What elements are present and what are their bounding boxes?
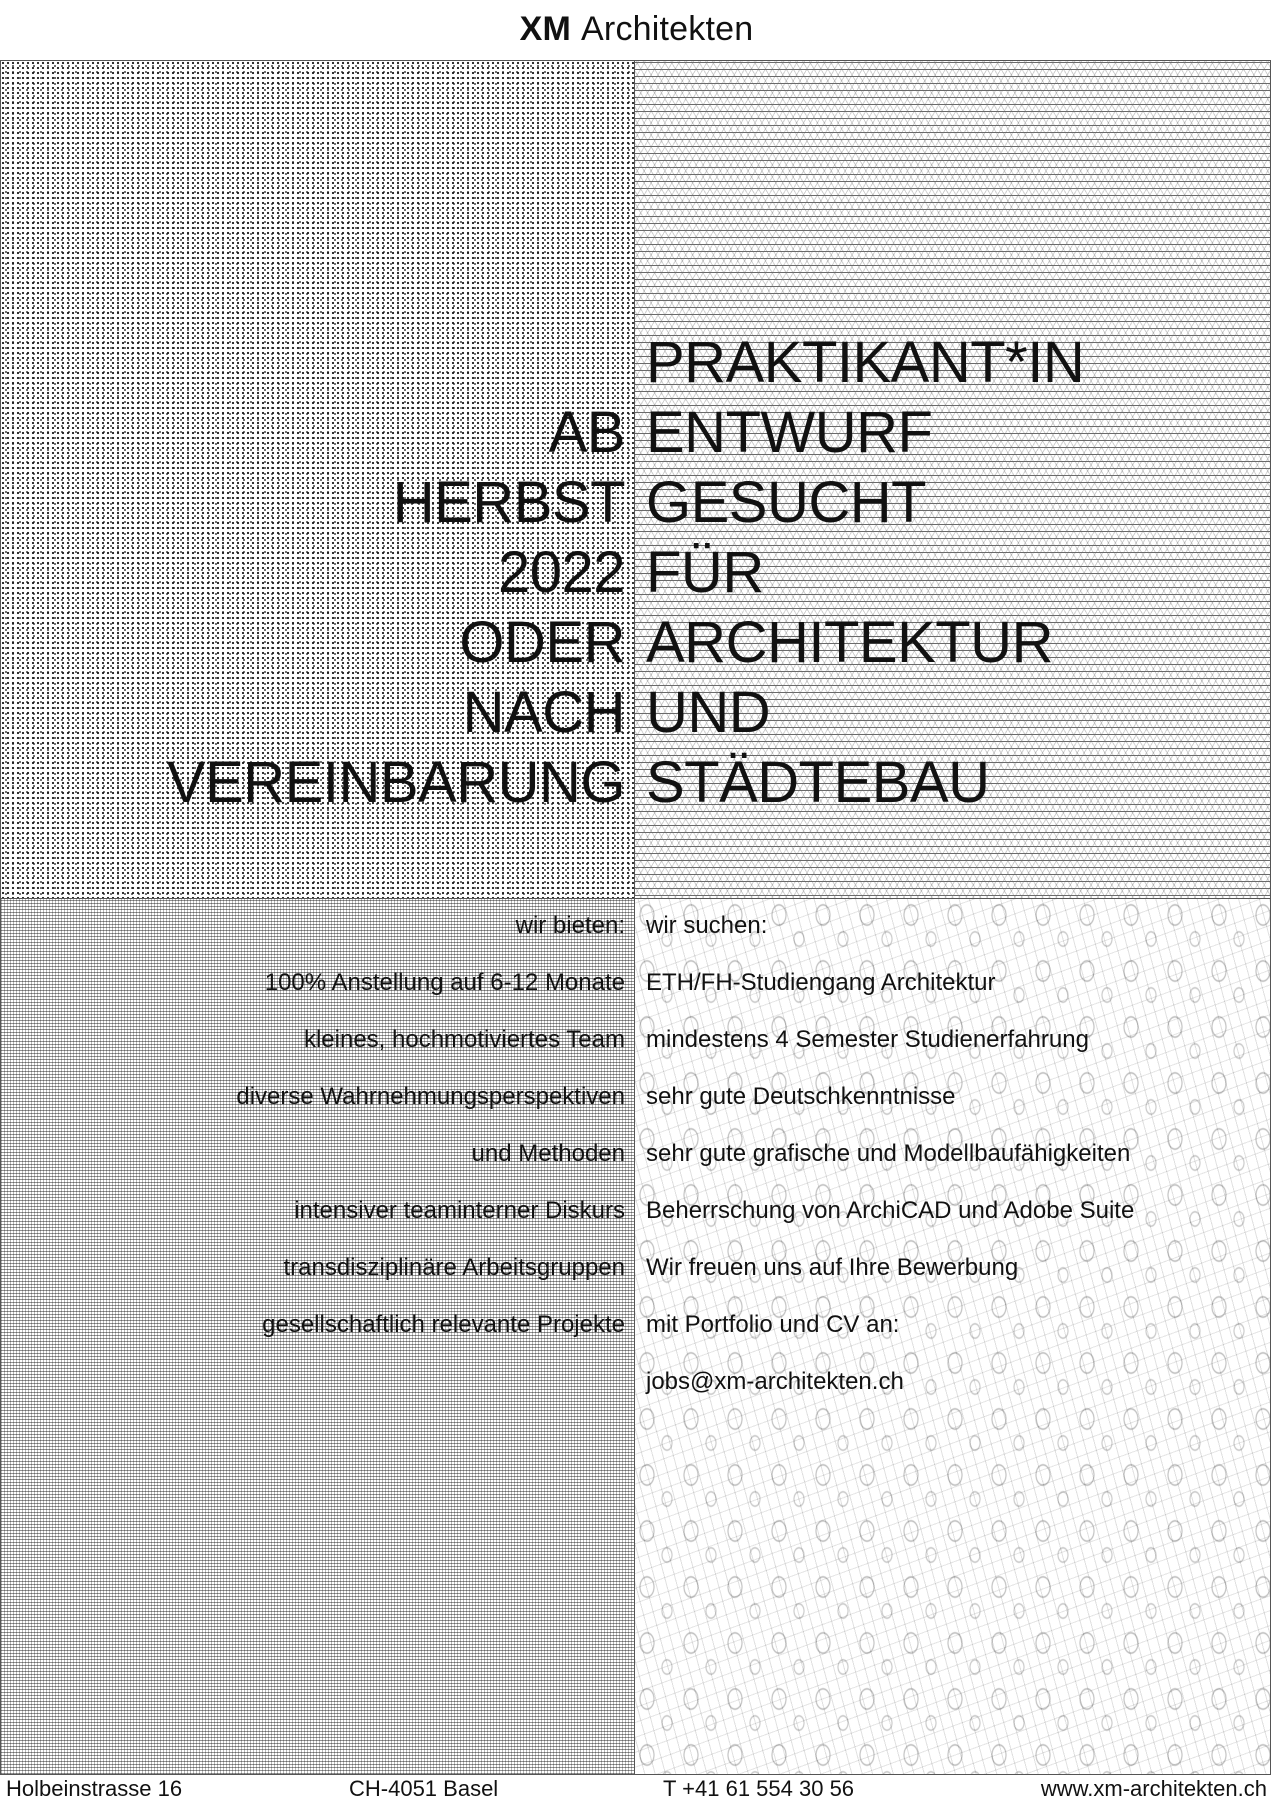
- offer-item: gesellschaftlich relevante Projekte: [262, 1311, 625, 1338]
- requirement-item: ETH/FH-Studiengang Architektur: [646, 969, 996, 996]
- heading-line: ODER: [459, 610, 625, 675]
- heading-line: FÜR: [646, 540, 764, 605]
- requirements-heading: wir suchen:: [646, 912, 768, 939]
- offer-list: [236, 897, 625, 1353]
- heading-line: UND: [646, 680, 771, 745]
- heading-line: STÄDTEBAU: [646, 750, 990, 815]
- requirement-item: sehr gute grafische und Modellbaufähigkeiten: [646, 1140, 1131, 1167]
- footer-website-link[interactable]: www.xm-architekten.ch: [1040, 1776, 1267, 1801]
- heading-start-date: [167, 398, 625, 818]
- application-note: mit Portfolio und CV an:: [646, 1311, 900, 1338]
- footer-address: Holbeinstrasse 16: [6, 1776, 183, 1801]
- requirement-item: mindestens 4 Semester Studienerfahrung: [646, 1026, 1089, 1053]
- heading-line: ARCHITEKTUR: [646, 610, 1053, 675]
- heading-job-title: [646, 328, 1084, 818]
- offer-item: diverse Wahrnehmungsperspektiven: [236, 1083, 625, 1110]
- heading-line: AB: [548, 400, 625, 465]
- heading-line: PRAKTIKANT*IN: [646, 330, 1085, 395]
- heading-line: HERBST: [392, 470, 625, 535]
- heading-line: 2022: [497, 540, 625, 605]
- heading-line: VEREINBARUNG: [166, 750, 625, 815]
- offer-item: und Methoden: [471, 1140, 625, 1167]
- heading-line: NACH: [462, 680, 625, 745]
- requirement-item: sehr gute Deutschkenntnisse: [646, 1083, 956, 1110]
- page-footer: [0, 1777, 1273, 1800]
- requirement-item: Beherrschung von ArchiCAD und Adobe Suite: [646, 1197, 1135, 1224]
- heading-line: ENTWURF: [646, 400, 933, 465]
- offer-item: 100% Anstellung auf 6-12 Monate: [264, 969, 625, 996]
- application-note: Wir freuen uns auf Ihre Bewerbung: [646, 1254, 1019, 1281]
- brand-logo-name: Architekten: [581, 9, 754, 48]
- footer-phone[interactable]: T +41 61 554 30 56: [663, 1776, 855, 1801]
- vertical-divider: [634, 60, 635, 1775]
- page-header: [0, 0, 1273, 58]
- offer-item: transdisziplinäre Arbeitsgruppen: [283, 1254, 625, 1281]
- brand-logo-bold: XM: [519, 9, 572, 48]
- offer-item: kleines, hochmotiviertes Team: [303, 1026, 625, 1053]
- offer-heading: wir bieten:: [515, 912, 625, 939]
- offer-item: intensiver teaminterner Diskurs: [294, 1197, 625, 1224]
- heading-line: GESUCHT: [646, 470, 927, 535]
- application-email-link[interactable]: jobs@xm-architekten.ch: [646, 1368, 904, 1395]
- requirements-list: [646, 897, 1134, 1410]
- footer-city: CH-4051 Basel: [349, 1776, 499, 1801]
